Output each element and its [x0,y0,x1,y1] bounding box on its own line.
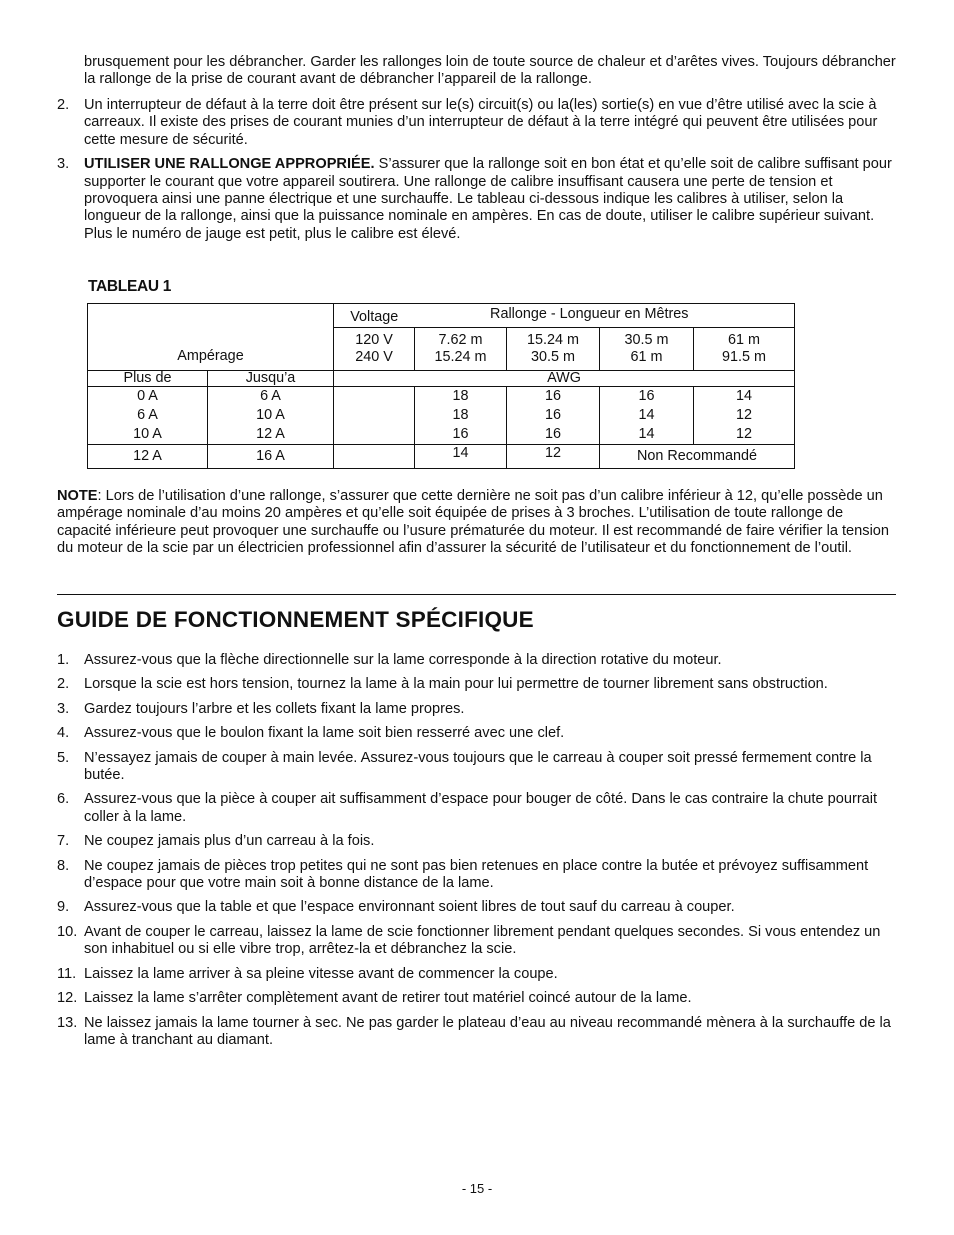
from-value: 12 A [88,445,208,469]
length-cell [415,328,507,371]
safety-list [57,97,899,250]
item-text: Avant de couper le carreau, laissez la lame de scie fonctionner librement pendant quelques secondes. Si vous entendez un son inhabituel ou si elle vibre trop, arrêtez-la et débranchez la scie. [84,923,881,958]
empty-voltage-cell [334,387,415,445]
from-value: 10 A [133,426,162,442]
item-number: 6. [57,791,70,808]
note-paragraph [57,488,899,558]
item-text: Gardez toujours l’arbre et les collets fixant la lame propres. [84,700,465,717]
list-item [57,750,899,785]
empty-voltage-cell [334,445,415,469]
section-divider [57,594,896,595]
awg-value: 16 [544,407,561,423]
list-item [57,1015,899,1050]
header-plus-de: Plus de [88,371,208,387]
item-number: 4. [57,725,70,742]
list-item [57,156,899,243]
from-value: 0 A [137,388,158,404]
to-value: 6 A [260,388,281,404]
length-cell [507,328,600,371]
note-text: : Lors de l’utilisation d’une rallonge, s’assurer que cette dernière ne soit pas d’un calibre inférieur à 12, qu’elle possède un ampérage nominale d’au moins 20 ampères et qu’elle soit équipée de prises à 3 broches. L’utilisation de toute rallonge de capacité inférieure peut provoquer une surchauffe ou l’usure prématurée du moteur. Il est recommandé de faire vérifier la tension du moteur de la scie par un électricien professionnel afin d’assurer la sécurité de l’utilisateur et du fonctionnement de l’outil. [57,488,890,557]
header-awg: AWG [334,371,795,387]
length-a: 7.62 m [438,332,483,348]
item-text: Ne coupez jamais plus d’un carreau à la fois. [84,833,375,850]
item-text: Lorsque la scie est hors tension, tournez la lame à la main pour lui permettre de tourner librement sans obstruction. [84,676,828,693]
item-number: 2. [57,676,70,693]
awg-value: 14 [415,445,507,469]
section-heading: GUIDE DE FONCTIONNEMENT SPÉCIFIQUE [57,607,534,632]
awg-value: 14 [735,388,752,404]
item-text: Assurez-vous que le boulon fixant la lame soit bien resserré avec une clef. [84,725,565,742]
item-text: Laissez la lame arriver à sa pleine vitesse avant de commencer la coupe. [84,965,558,982]
header-voltage: Voltage [334,304,415,328]
awg-value: 18 [452,407,469,423]
length-cell [694,328,795,371]
awg-cell [600,387,694,445]
list-item [57,791,899,826]
item-number: 3. [57,156,70,173]
item-number: 11. [57,965,77,982]
awg-value: 12 [507,445,600,469]
list-item [57,701,899,718]
length-cell [600,328,694,371]
list-item [57,990,899,1007]
awg-value: 16 [544,426,561,442]
length-b: 15.24 m [434,349,487,365]
length-a: 30.5 m [624,332,669,348]
item-number: 7. [57,833,70,850]
item-text: Assurez-vous que la pièce à couper ait suffisamment d’espace pour bouger de côté. Dans le cas contraire la chute pourrait coller à la lame. [84,791,878,825]
item-text: Laissez la lame s’arrêter complètement avant de retirer tout matériel coincé autour de la lame. [84,990,692,1007]
to-value: 12 A [256,426,285,442]
item-number: 9. [57,899,70,916]
item-text: Assurez-vous que la table et que l’espace environnant soient libres de tout sauf du carreau à couper. [84,899,735,916]
voltage-cell [334,328,415,371]
item-number: 3. [57,700,70,717]
item-text: Un interrupteur de défaut à la terre doit être présent sur le(s) circuit(s) ou la(les) sortie(s) en vue d’être utilisé avec la scie à carreaux. Il existe des prises de courant munies d’un interrupteur de défaut à la terre intégré qui peuvent être utilisées pour cette mesure de sécurité. [84,97,878,148]
awg-cell [415,387,507,445]
list-item [57,899,899,916]
item-text: N’essayez jamais de couper à main levée. Assurez-vous toujours que le carreau à couper soit pressé fermement contre la butée. [84,749,872,784]
awg-value: 18 [452,388,469,404]
header-jusqua: Jusqu’a [208,371,334,387]
item-number: 8. [57,857,70,874]
item-text [84,156,899,243]
item-body: S’assurer que la rallonge soit en bon état et qu’elle soit de calibre suffisant pour supporter le courant que votre appareil soutirera. Une rallonge de calibre insuffisant causera une perte de tension et provoquera ainsi une panne électrique et une surchauffe. Le tableau ci-dessous indique les calibres à utiliser, selon la longueur de la rallonge, ainsi que la puissance nominale en ampères. En cas de doute, utiliser le calibre supérieur suivant. Plus le numéro de jauge est petit, plus le calibre est élevé. [84,156,892,242]
awg-value: 16 [452,426,469,442]
extension-cord-table [87,303,795,469]
awg-cell [507,387,600,445]
list-item [57,858,899,893]
item-number: 10. [57,923,78,940]
length-b: 30.5 m [531,349,575,365]
length-b: 91.5 m [722,349,766,365]
awg-value: 12 [735,407,752,423]
note-label: NOTE [57,488,98,504]
length-a: 15.24 m [527,332,579,348]
list-item [57,676,899,693]
from-value: 6 A [137,407,158,423]
to-value: 10 A [256,407,285,423]
from-cell [88,387,208,445]
list-item [57,833,899,850]
item-bold-lead: UTILISER UNE RALLONGE APPROPRIÉE. [84,156,375,173]
awg-cell [694,387,795,445]
to-value: 16 A [208,445,334,469]
length-a: 61 m [728,332,760,348]
list-item [57,924,899,959]
awg-value: 14 [638,426,655,442]
not-recommended: Non Recommandé [600,445,795,469]
list-item [57,966,899,983]
voltage-120: 120 V [355,332,393,348]
page-number: - 15 - [461,1181,493,1196]
item-number: 12. [57,990,78,1007]
awg-value: 12 [735,426,752,442]
item-number: 5. [57,749,70,766]
guide-list [57,652,899,1056]
to-cell [208,387,334,445]
list-item [57,725,899,742]
length-b: 61 m [630,349,663,365]
awg-value: 16 [638,388,655,404]
item-number: 2. [57,97,70,113]
list-item [57,97,899,149]
awg-value: 14 [638,407,655,423]
awg-value: 16 [544,388,561,404]
header-rallonge: Rallonge - Longueur en Mêtres [415,304,795,328]
item-text: Ne coupez jamais de pièces trop petites qui ne sont pas bien retenues en place contre la butée et prévoyez suffisamment d’espace pour que votre main soit à bonne distance de la lame. [84,857,869,892]
list-item [57,652,899,669]
table-title: TABLEAU 1 [88,278,172,295]
header-amperage: Ampérage [88,304,334,371]
item-text: Ne laissez jamais la lame tourner à sec. Ne pas garder le plateau d’eau au niveau recommandé mènera à la surchauffe de la lame à tranchant au diamant. [84,1014,891,1048]
item-number: 13. [57,1014,78,1031]
item-number: 1. [57,652,70,668]
continued-paragraph: brusquement pour les débrancher. Garder les rallonges loin de toute source de chaleur et d’arêtes vives. Toujours débrancher la rallonge de la prise de courant avant de débrancher l’appareil de la rallonge. [84,54,896,88]
item-text: Assurez-vous que la flèche directionnelle sur la lame corresponde à la direction rotative du moteur. [84,652,722,668]
voltage-240: 240 V [355,349,393,365]
